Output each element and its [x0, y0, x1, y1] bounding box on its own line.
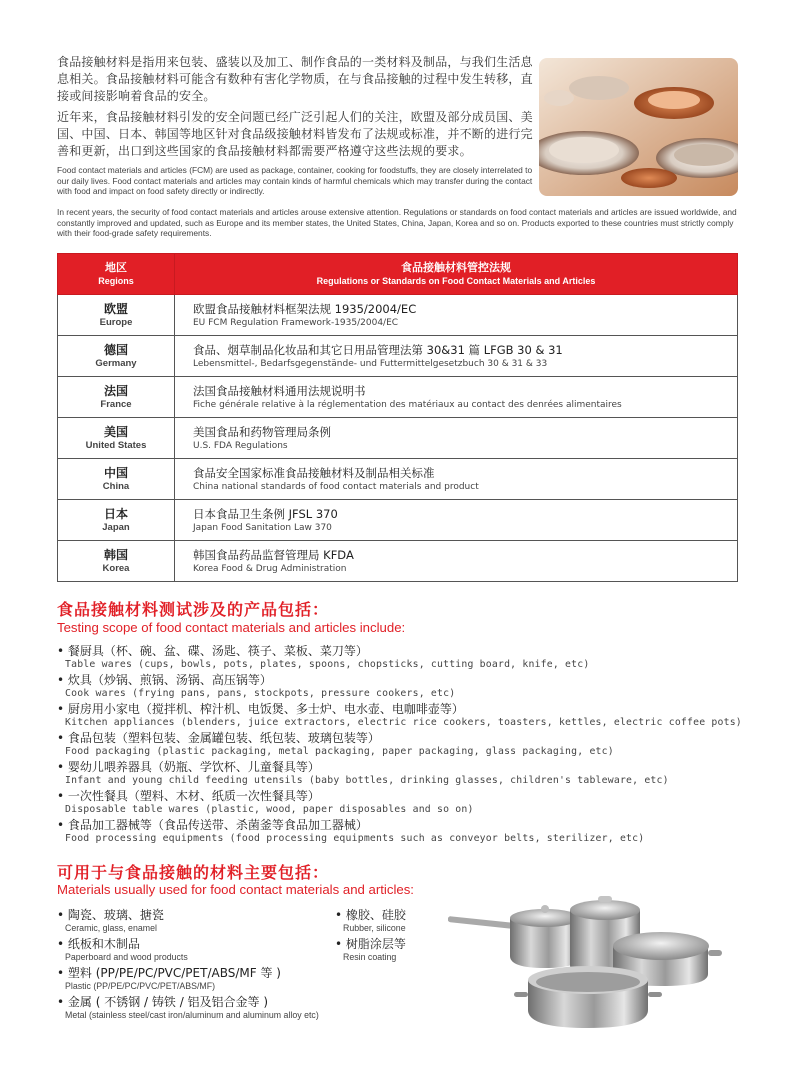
material-item-en: Ceramic, glass, enamel	[65, 923, 157, 933]
regulation-cn: 食品、烟草制品化妆品和其它日用品管理法第 30&31 篇 LFGB 30 & 31	[193, 343, 563, 357]
regulation-cell	[175, 459, 738, 500]
header-regions	[58, 254, 175, 295]
regulation-cell	[175, 336, 738, 377]
region-en: Korea	[102, 562, 130, 574]
scope-item-en: Kitchen appliances (blenders, juice extractors, electric rice cookers, toasters, kettles, electric coffee pots)	[65, 717, 742, 728]
list-item	[57, 908, 357, 937]
header-regions-cn: 地区	[105, 261, 127, 274]
scope-item-cn: • 炊具（炒锅、煎锅、汤锅、高压锅等）	[57, 673, 747, 688]
scope-item-en: Disposable table wares (plastic, wood, paper disposables and so on)	[65, 804, 474, 815]
intro-en-paragraph-2: In recent years, the security of food contact materials and articles arouse extensive attention. Regulations or standards on food contact materials and articles are issued worldwide, and constantly improved and updated, such as Europe and its member states, the United States, China, Japan, Korea and so on. Products exported to these countries must strictly comply with their food-grade safety requirements.	[57, 207, 737, 238]
table-row	[58, 459, 738, 500]
materials-title-cn: 可用于与食品接触的材料主要包括：	[57, 863, 330, 882]
table-row	[58, 541, 738, 582]
table-row	[58, 377, 738, 418]
scope-item-en: Food processing equipments (food processing equipments such as conveyor belts, sterilizer, etc)	[65, 833, 645, 844]
region-en: France	[100, 398, 132, 410]
region-cell	[58, 459, 175, 500]
materials-list-right	[335, 908, 445, 966]
scope-title-en: Testing scope of food contact materials and articles include:	[57, 620, 406, 635]
material-item-en: Paperboard and wood products	[65, 952, 188, 962]
list-item	[57, 937, 357, 966]
material-item-cn: • 金属 ( 不锈钢 / 铸铁 / 铝及铝合金等 )	[57, 995, 357, 1010]
region-en: Germany	[95, 357, 137, 369]
regulation-cell	[175, 541, 738, 582]
material-item-en: Rubber, silicone	[343, 923, 406, 933]
list-item	[57, 818, 747, 847]
table-row	[58, 336, 738, 377]
materials-title-en: Materials usually used for food contact materials and articles:	[57, 882, 414, 897]
scope-item-cn: • 厨房用小家电（搅拌机、榨汁机、电饭煲、多士炉、电水壶、电咖啡壶等）	[57, 702, 747, 717]
table-row	[58, 418, 738, 459]
list-item	[335, 937, 445, 966]
list-item	[57, 731, 747, 760]
regulation-en: Fiche générale relative à la réglementation des matériaux au contact des denrées alimentaires	[193, 400, 622, 410]
scope-item-cn: • 食品加工器械等（食品传送带、杀菌釜等食品加工器械）	[57, 818, 747, 833]
region-cell	[58, 336, 175, 377]
regulation-cell	[175, 295, 738, 336]
material-item-en: Resin coating	[343, 952, 397, 962]
region-cell	[58, 500, 175, 541]
region-cn: 欧盟	[103, 301, 128, 316]
region-cell	[58, 377, 175, 418]
scope-item-cn: • 一次性餐具（塑料、木材、纸质一次性餐具等）	[57, 789, 747, 804]
scope-list	[57, 644, 747, 847]
scope-item-cn: • 婴幼儿喂养器具（奶瓶、学饮杯、儿童餐具等）	[57, 760, 747, 775]
list-item	[335, 908, 445, 937]
scope-item-en: Cook wares (frying pans, pans, stockpots, pressure cookers, etc)	[65, 688, 456, 699]
list-item	[57, 789, 747, 818]
list-item	[57, 966, 357, 995]
material-item-cn: • 纸板和木制品	[57, 937, 357, 952]
table-row	[58, 500, 738, 541]
header-regions-en: Regions	[98, 276, 134, 286]
material-item-cn: • 树脂涂层等	[335, 937, 445, 952]
regulation-en: U.S. FDA Regulations	[193, 441, 288, 451]
region-cn: 德国	[103, 342, 128, 357]
material-item-cn: • 陶瓷、玻璃、搪瓷	[57, 908, 357, 923]
list-item	[57, 673, 747, 702]
region-cn: 美国	[103, 424, 128, 439]
region-en: Europe	[99, 316, 133, 328]
scope-item-en: Food packaging (plastic packaging, metal packaging, paper packaging, glass packaging, etc)	[65, 746, 614, 757]
scope-item-en: Infant and young child feeding utensils (baby bottles, drinking glasses, children's tableware, etc)	[65, 775, 669, 786]
regulation-en: Korea Food & Drug Administration	[193, 564, 347, 574]
material-item-cn: • 塑料 (PP/PE/PC/PVC/PET/ABS/MF 等 )	[57, 966, 357, 981]
material-item-cn: • 橡胶、硅胶	[335, 908, 445, 923]
materials-list-left	[57, 908, 357, 1024]
intro-en-paragraph-1: Food contact materials and articles (FCM) are used as package, container, cooking for foodstuffs, they are closely interrelated to our daily lives. Food contact materials and articles may contain kinds of harmful chemicals which may transfer during the contact with food and impact on food safety directly or indirectly.	[57, 165, 533, 196]
region-cell	[58, 541, 175, 582]
table-header-row	[58, 254, 738, 295]
header-regulations-cn: 食品接触材料管控法规	[401, 261, 511, 274]
region-cell	[58, 418, 175, 459]
region-cn: 法国	[103, 383, 128, 398]
regulation-cn: 欧盟食品接触材料框架法规 1935/2004/EC	[193, 302, 417, 316]
scope-item-cn: • 食品包装（塑料包装、金属罐包装、纸包装、玻璃包装等）	[57, 731, 747, 746]
list-item	[57, 644, 747, 673]
regulation-en: Lebensmittel-, Bedarfsgegenstände- und Futtermittelgesetzbuch 30 & 31 & 33	[193, 359, 548, 369]
header-regulations-en: Regulations or Standards on Food Contact Materials and Articles	[316, 276, 596, 286]
table-row	[58, 295, 738, 336]
regulation-cn: 美国食品和药物管理局条例	[193, 425, 331, 439]
region-cell	[58, 295, 175, 336]
region-cn: 中国	[103, 465, 128, 480]
tableware-photo	[539, 58, 738, 196]
intro-text-block	[57, 54, 535, 197]
regulation-cn: 食品安全国家标准食品接触材料及制品相关标准	[193, 466, 435, 480]
regulation-cn: 日本食品卫生条例 JFSL 370	[193, 507, 338, 521]
list-item	[57, 995, 357, 1024]
region-cn: 韩国	[103, 547, 128, 562]
regulation-cell	[175, 377, 738, 418]
regulation-en: Japan Food Sanitation Law 370	[193, 523, 332, 533]
regulation-cell	[175, 500, 738, 541]
scope-title-cn: 食品接触材料测试涉及的产品包括：	[57, 600, 330, 619]
regulation-en: China national standards of food contact materials and product	[193, 482, 479, 492]
region-cn: 日本	[103, 506, 128, 521]
regulation-cn: 法国食品接触材料通用法规说明书	[193, 384, 366, 398]
regulations-table	[57, 253, 738, 582]
material-item-en: Plastic (PP/PE/PC/PVC/PET/ABS/MF)	[65, 981, 216, 991]
cookware-photo	[448, 888, 748, 1048]
scope-item-en: Table wares (cups, bowls, pots, plates, spoons, chopsticks, cutting board, knife, etc)	[65, 659, 590, 670]
intro-cn-paragraph-2: 近年来，食品接触材料引发的安全问题已经广泛引起人们的关注，欧盟及部分成员国、美国、中国、日本、韩国等地区针对食品级接触材料皆发布了法规或标准，并不断的进行完善和更新，出口到这些国家的食品接触材料都需要严格遵守这些法规的要求。	[57, 110, 533, 158]
intro-cn-paragraph-1: 食品接触材料是指用来包装、盛装以及加工、制作食品的一类材料及制品，与我们生活息息相关。食品接触材料可能含有数种有害化学物质，在与食品接触的过程中发生转移，直接或间接影响着食品的安全。	[57, 55, 533, 103]
list-item	[57, 760, 747, 789]
regulation-cell	[175, 418, 738, 459]
material-item-en: Metal (stainless steel/cast iron/aluminum and aluminum alloy etc)	[65, 1010, 319, 1020]
header-regulations	[175, 254, 738, 295]
list-item	[57, 702, 747, 731]
regulation-en: EU FCM Regulation Framework-1935/2004/EC	[193, 318, 399, 328]
region-en: Japan	[102, 521, 130, 533]
regulation-cn: 韩国食品药品监督管理局 KFDA	[193, 548, 354, 562]
region-en: China	[102, 480, 130, 492]
scope-item-cn: • 餐厨具（杯、碗、盆、碟、汤匙、筷子、菜板、菜刀等）	[57, 644, 747, 659]
region-en: United States	[85, 439, 147, 451]
